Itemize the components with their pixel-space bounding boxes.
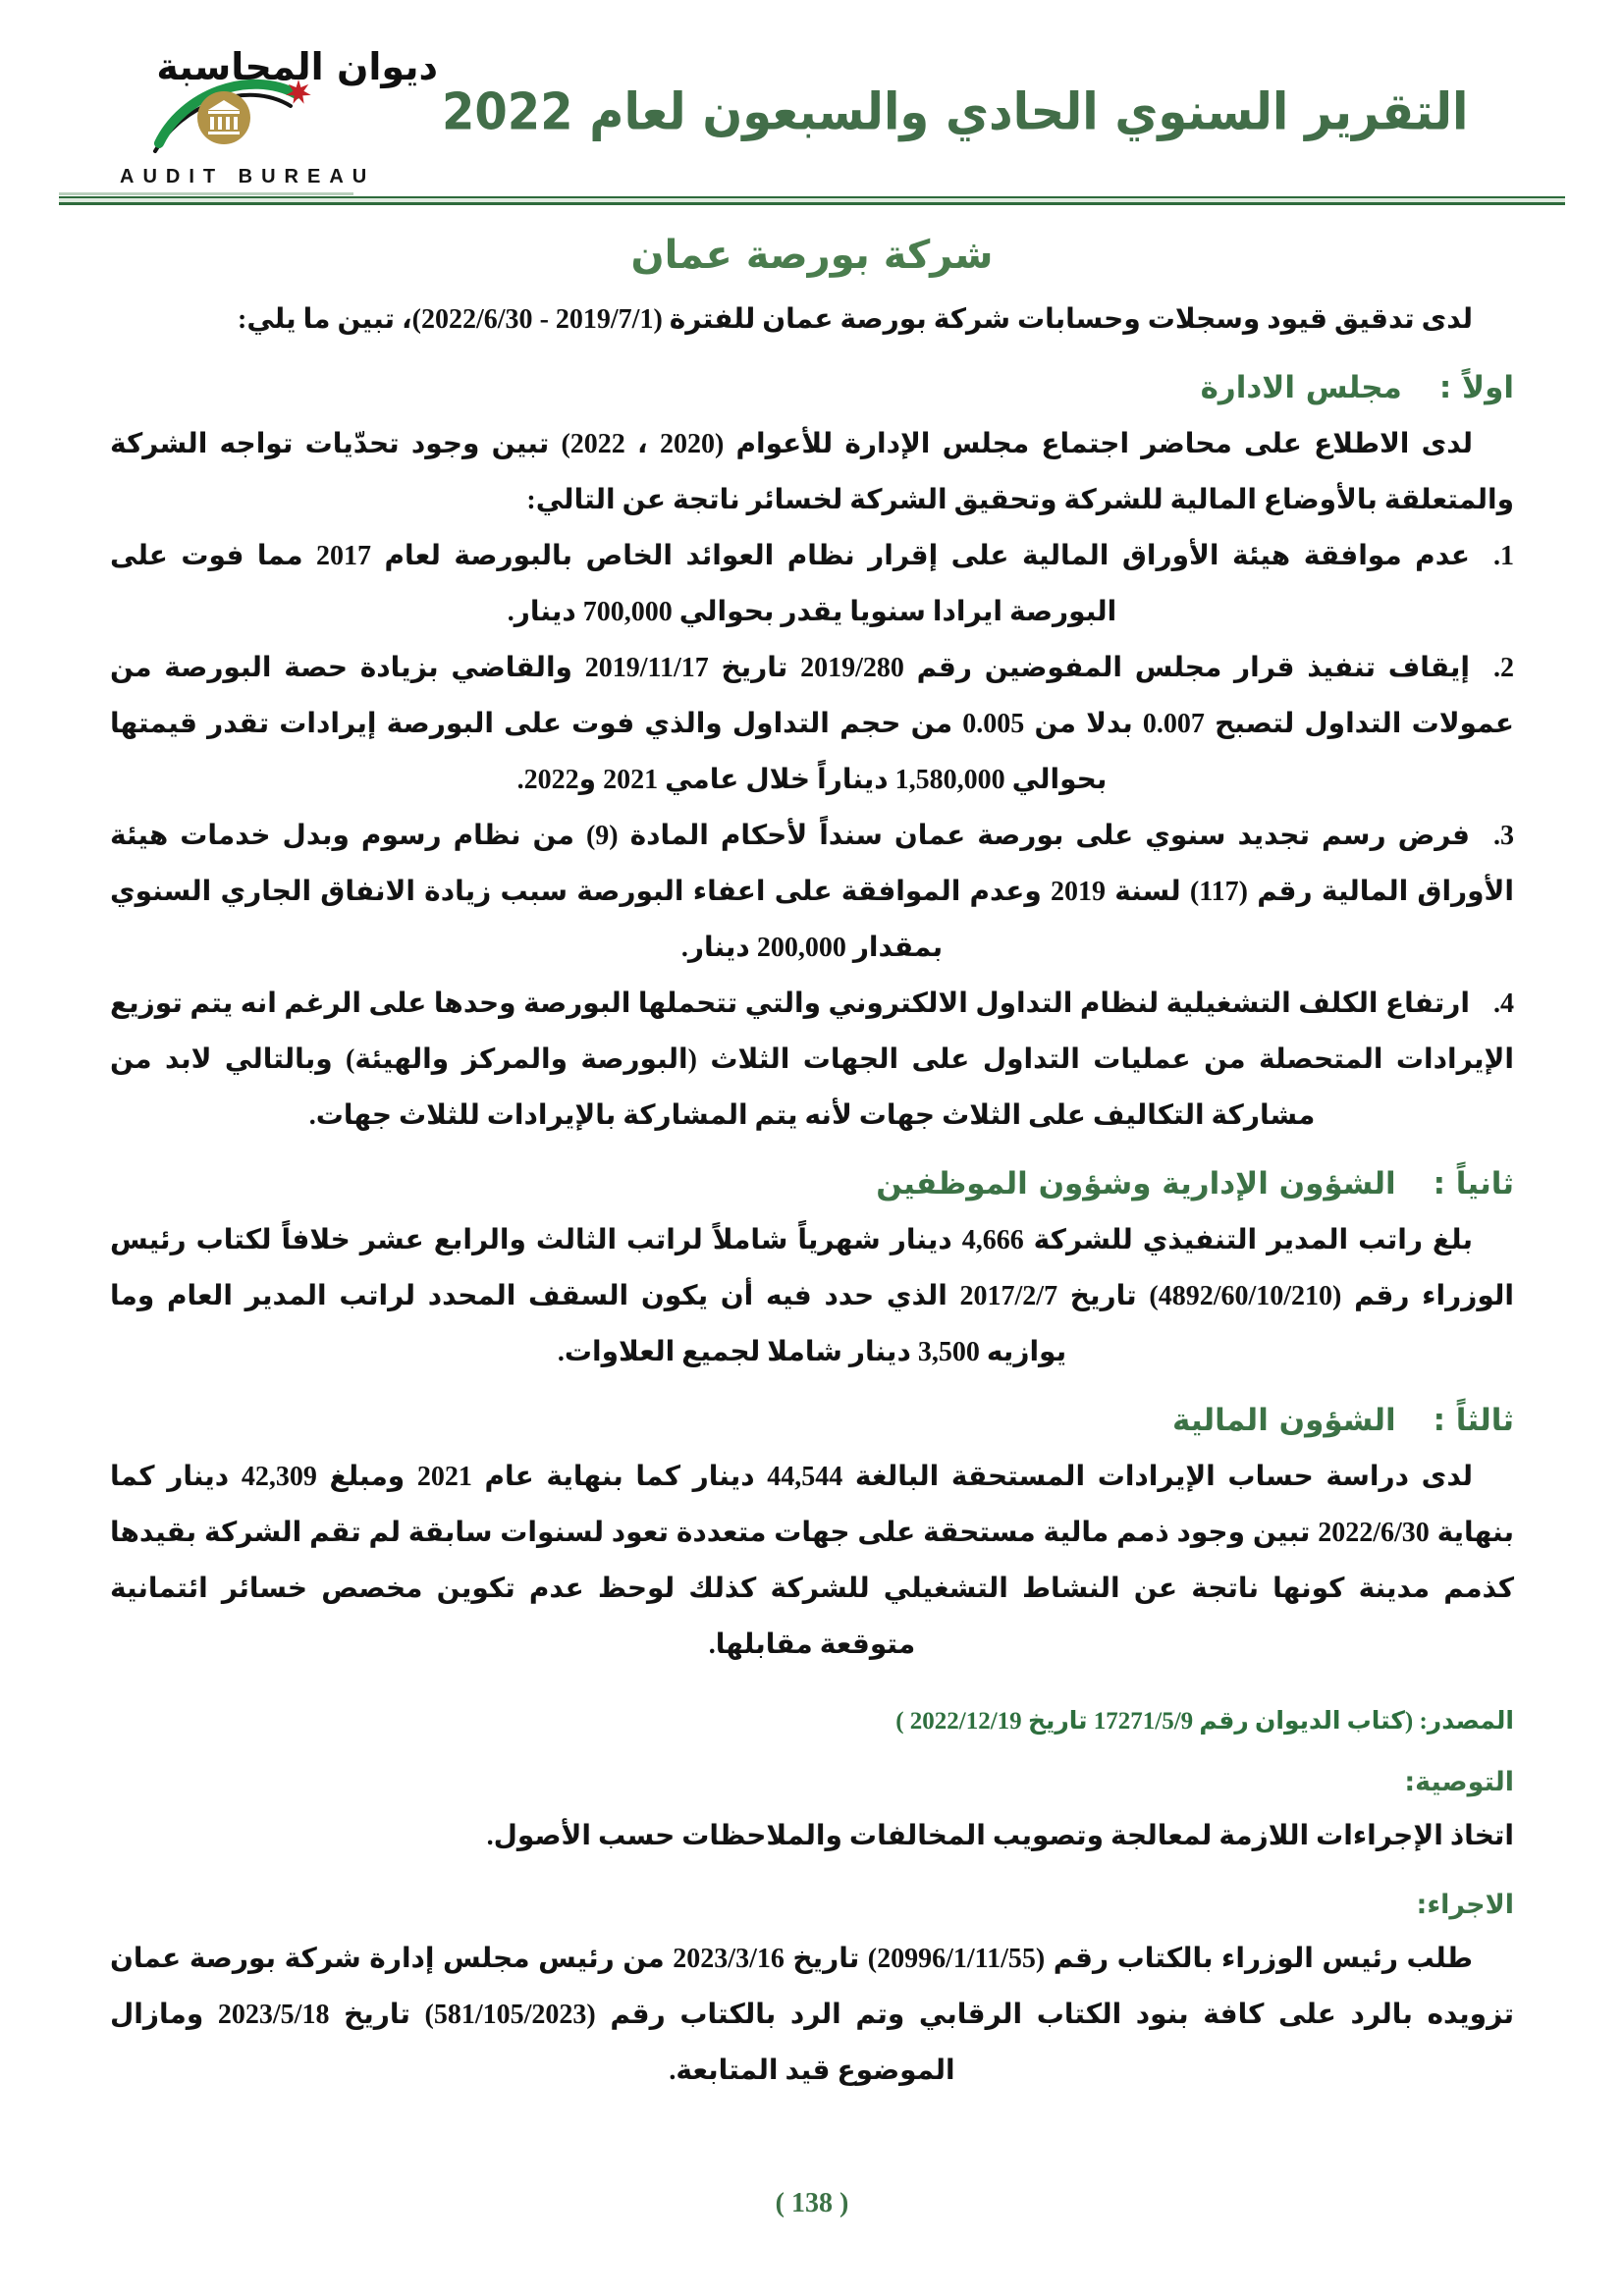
list-item-number: 1. (1493, 541, 1514, 571)
report-title: التقرير السنوي الحادي والسبعون لعام 2022 (442, 81, 1469, 142)
list-item-number: 2. (1493, 653, 1515, 683)
section-label: ثالثاً : (1433, 1403, 1514, 1438)
list-item-text: إيقاف تنفيذ قرار مجلس المفوضين رقم 2019/280 تاريخ 2019/11/17 والقاضي بزيادة حصة البورصة من عمولات التداول لتصبح 0.007 بدلا من 0.005 من حجم التداول والذي فوت على البورصة إيرادات تقدر قيمتها بحوالي 1,580,000 ديناراً خلال عامي 2021 و2022. (110, 653, 1515, 795)
audit-bureau-logo (110, 33, 438, 190)
section-title: الشؤون المالية (1172, 1403, 1396, 1438)
list-item-number: 3. (1492, 821, 1514, 851)
list-item (110, 808, 1514, 976)
section-label: اولاً : (1438, 370, 1514, 405)
section-title: مجلس الادارة (1200, 370, 1402, 405)
section-lead-paragraph: لدى الاطلاع على محاضر اجتماع مجلس الإدارة للأعوام (2020 ، 2022) تبين وجود تحدّيات تواجه الشركة والمتعلقة بالأوضاع المالية للشركة وتحقيق الشركة لخسائر ناتجة عن التالي: (110, 429, 1514, 515)
recommendation-label: التوصية: (1404, 1767, 1514, 1797)
list-item (110, 640, 1514, 808)
action-text: طلب رئيس الوزراء بالكتاب رقم (20996/1/11/55) تاريخ 2023/3/16 من رئيس مجلس إدارة شركة بورصة عمان تزويده بالرد على كافة بنود الكتاب الرقابي وتم الرد بالكتاب رقم (581/105/2023) تاريخ 2023/5/18 ومازال الموضوع قيد المتابعة. (110, 1944, 1514, 2086)
recommendation-text: اتخاذ الإجراءات اللازمة لمعالجة وتصويب المخالفات والملاحظات حسب الأصول. (486, 1821, 1514, 1851)
section-heading-board (110, 367, 1514, 408)
section-heading-admin (110, 1163, 1514, 1204)
list-item (110, 528, 1514, 640)
header-divider (59, 196, 1565, 205)
source-reference: المصدر: (كتاب الديوان رقم 17271/5/9 تاريخ 2022/12/19 ) (895, 1708, 1514, 1735)
section-label: ثانياً : (1433, 1166, 1514, 1201)
action-label: الاجراء: (1416, 1890, 1514, 1920)
list-item (110, 976, 1514, 1144)
page-header (110, 0, 1514, 196)
section-body-paragraph: بلغ راتب المدير التنفيذي للشركة 4,666 دينار شهرياً شاملاً لراتب الثالث والرابع عشر خلافاً لكتاب رئيس الوزراء رقم (4892/60/10/210) تاريخ 2017/2/7 الذي حدد فيه أن يكون السقف المحدد لراتب المدير العام وما يوازيه 3,500 دينار شاملا لجميع العلاوات. (110, 1225, 1514, 1367)
logo-seal-icon (197, 91, 250, 144)
page-number: ( 138 ) (775, 2188, 849, 2218)
section-heading-financial (110, 1400, 1514, 1441)
section-body-paragraph: لدى دراسة حساب الإيرادات المستحقة البالغة 44,544 دينار كما بنهاية عام 2021 ومبلغ 42,309 دينار كما بنهاية 2022/6/30 تبين وجود ذمم مالية مستحقة على جهات متعددة تعود لسنوات سابقة لم تقم الشركة بقيدها كذمم مدينة كونها ناتجة عن النشاط التشغيلي للشركة كذلك لوحظ عدم تكوين مخصص خسائر ائتمانية متوقعة مقابلها. (110, 1462, 1515, 1660)
section-title: الشؤون الإدارية وشؤون الموظفين (876, 1166, 1396, 1201)
list-item-text: عدم موافقة هيئة الأوراق المالية على إقرار نظام العوائد الخاص بالبورصة لعام 2017 مما فوت على البورصة ايرادا سنويا يقدر بحوالي 700,000 دينار. (110, 541, 1470, 627)
list-item-text: ارتفاع الكلف التشغيلية لنظام التداول الالكتروني والتي تتحملها البورصة وحدها على الرغم انه يتم توزيع الإيرادات المتحصلة من عمليات التداول على الجهات الثلاث (البورصة والمركز والهيئة) وبالتالي لابد من مشاركة التكاليف على الثلاث جهات لأنه يتم المشاركة بالإيرادات للثلاث جهات. (110, 988, 1514, 1131)
intro-paragraph: لدى تدقيق قيود وسجلات وحسابات شركة بورصة عمان للفترة (2019/7/1 - 2022/6/30)، تبين ما يلي: (238, 304, 1473, 335)
logo-latin-name: AUDIT BUREAU (120, 166, 376, 187)
logo-arabic-calligraphy: ديوان المحاسبة (156, 45, 438, 88)
list-item-number: 4. (1493, 988, 1514, 1019)
list-item-text: فرض رسم تجديد سنوي على بورصة عمان سنداً لأحكام المادة (9) من نظام رسوم وبدل خدمات هيئة الأوراق المالية رقم (117) لسنة 2019 وعدم الموافقة على اعفاء البورصة سبب زيادة الانفاق الجاري السنوي بمقدار 200,000 دينار. (110, 821, 1515, 963)
document-title: شركة بورصة عمان (630, 233, 994, 278)
